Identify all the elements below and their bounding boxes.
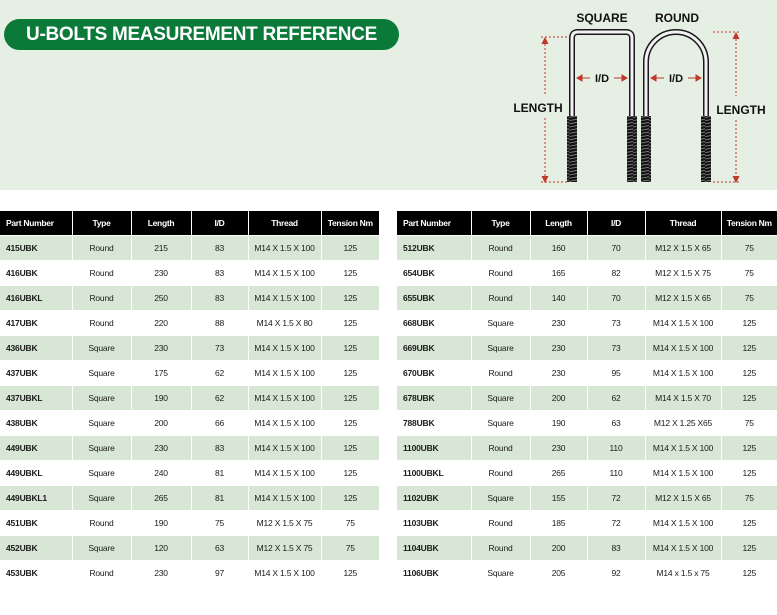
table-cell: 75 <box>721 236 777 261</box>
table-cell: 62 <box>587 386 645 411</box>
column-header: Part Number <box>397 211 471 236</box>
table-cell: 230 <box>530 311 587 336</box>
table-row <box>0 536 379 561</box>
table-row <box>397 536 777 561</box>
table-cell: 70 <box>587 286 645 311</box>
table-cell: 230 <box>131 561 191 586</box>
table-cell: 83 <box>191 436 248 461</box>
table-cell: M14 X 1.5 X 100 <box>248 461 321 486</box>
table-cell: 110 <box>587 461 645 486</box>
table-cell: Round <box>72 561 131 586</box>
column-header: I/D <box>587 211 645 236</box>
table-cell: Square <box>72 411 131 436</box>
round-length-label: LENGTH <box>716 103 766 117</box>
table-cell: Square <box>72 461 131 486</box>
table-cell: 125 <box>321 236 379 261</box>
part-number-cell: 437UBKL <box>0 386 72 411</box>
table-row <box>397 461 777 486</box>
table-cell: 92 <box>587 561 645 586</box>
part-number-cell: 449UBKL <box>0 461 72 486</box>
table-cell: 125 <box>721 336 777 361</box>
table-row <box>397 261 777 286</box>
square-label: SQUARE <box>576 11 628 25</box>
table-cell: 75 <box>191 511 248 536</box>
table-cell: Round <box>72 261 131 286</box>
table-row <box>0 386 379 411</box>
table-cell: Round <box>471 286 530 311</box>
part-number-cell: 438UBK <box>0 411 72 436</box>
table-cell: 230 <box>131 336 191 361</box>
column-header: Tension Nm <box>321 211 379 236</box>
table-cell: 83 <box>587 536 645 561</box>
table-cell: Round <box>471 461 530 486</box>
table-cell: M12 X 1.5 X 75 <box>248 536 321 561</box>
table-cell: 75 <box>721 286 777 311</box>
table-row <box>397 511 777 536</box>
square-u-bolt-icon <box>567 32 637 182</box>
table-cell: Square <box>72 536 131 561</box>
table-cell: M12 X 1.5 X 65 <box>645 236 721 261</box>
table-cell: M14 X 1.5 X 100 <box>248 361 321 386</box>
table-cell: 97 <box>191 561 248 586</box>
part-number-cell: 788UBK <box>397 411 471 436</box>
table-cell: 125 <box>321 311 379 336</box>
table-cell: Square <box>471 411 530 436</box>
table-cell: 125 <box>321 336 379 361</box>
table-row <box>0 436 379 461</box>
table-row <box>397 436 777 461</box>
table-cell: M14 X 1.5 X 100 <box>248 386 321 411</box>
part-number-cell: 451UBK <box>0 511 72 536</box>
part-number-cell: 678UBK <box>397 386 471 411</box>
table-cell: 125 <box>321 261 379 286</box>
table-cell: 63 <box>587 411 645 436</box>
table-cell: 240 <box>131 461 191 486</box>
table-cell: 83 <box>191 286 248 311</box>
column-header: Length <box>131 211 191 236</box>
column-header: Tension Nm <box>721 211 777 236</box>
table-row <box>0 411 379 436</box>
table-cell: 62 <box>191 361 248 386</box>
table-cell: 88 <box>191 311 248 336</box>
table-cell: Square <box>471 561 530 586</box>
table-cell: 75 <box>321 536 379 561</box>
column-header: Type <box>72 211 131 236</box>
table-cell: Square <box>72 436 131 461</box>
table-cell: Round <box>72 286 131 311</box>
column-header: I/D <box>191 211 248 236</box>
part-number-cell: 436UBK <box>0 336 72 361</box>
part-number-cell: 668UBK <box>397 311 471 336</box>
table-cell: M12 X 1.25 X65 <box>645 411 721 436</box>
table-cell: M14 X 1.5 X 100 <box>248 411 321 436</box>
table-cell: Square <box>72 336 131 361</box>
part-number-cell: 416UBKL <box>0 286 72 311</box>
part-number-cell: 1100UBK <box>397 436 471 461</box>
round-u-bolt-icon <box>641 32 711 182</box>
table-row <box>0 361 379 386</box>
table-cell: 250 <box>131 286 191 311</box>
table-cell: Round <box>471 436 530 461</box>
part-number-cell: 449UBKL1 <box>0 486 72 511</box>
table-row <box>0 286 379 311</box>
right-spec-table <box>397 211 777 585</box>
table-row <box>397 561 777 586</box>
table-cell: 82 <box>587 261 645 286</box>
square-length-label: LENGTH <box>513 101 563 115</box>
table-cell: 125 <box>321 436 379 461</box>
table-cell: M14 x 1.5 x 75 <box>645 561 721 586</box>
round-label: ROUND <box>655 11 699 25</box>
table-cell: M14 X 1.5 X 70 <box>645 386 721 411</box>
part-number-cell: 654UBK <box>397 261 471 286</box>
part-number-cell: 453UBK <box>0 561 72 586</box>
table-cell: 62 <box>191 386 248 411</box>
table-cell: 190 <box>131 386 191 411</box>
part-number-cell: 1106UBK <box>397 561 471 586</box>
square-id-label: I/D <box>594 73 610 85</box>
table-cell: 165 <box>530 261 587 286</box>
table-cell: M14 X 1.5 X 100 <box>645 511 721 536</box>
table-row <box>397 336 777 361</box>
table-cell: 120 <box>131 536 191 561</box>
table-cell: 125 <box>721 361 777 386</box>
table-cell: 230 <box>530 436 587 461</box>
table-cell: 75 <box>321 511 379 536</box>
part-number-cell: 437UBK <box>0 361 72 386</box>
part-number-cell: 449UBK <box>0 436 72 461</box>
page-title: U-BOLTS MEASUREMENT REFERENCE <box>4 19 399 50</box>
part-number-cell: 670UBK <box>397 361 471 386</box>
part-number-cell: 415UBK <box>0 236 72 261</box>
table-cell: M14 X 1.5 X 100 <box>645 311 721 336</box>
table-cell: 230 <box>131 436 191 461</box>
table-row <box>0 511 379 536</box>
part-number-cell: 1102UBK <box>397 486 471 511</box>
table-cell: 125 <box>721 561 777 586</box>
table-cell: 185 <box>530 511 587 536</box>
table-cell: Round <box>471 361 530 386</box>
table-cell: 200 <box>530 536 587 561</box>
table-cell: 125 <box>321 486 379 511</box>
table-cell: 83 <box>191 261 248 286</box>
table-cell: 73 <box>191 336 248 361</box>
table-cell: Square <box>471 386 530 411</box>
table-cell: M14 X 1.5 X 100 <box>248 261 321 286</box>
table-cell: M14 X 1.5 X 100 <box>248 236 321 261</box>
table-cell: 81 <box>191 461 248 486</box>
table-cell: 70 <box>587 236 645 261</box>
table-cell: Round <box>471 236 530 261</box>
table-cell: 205 <box>530 561 587 586</box>
table-row <box>397 236 777 261</box>
table-cell: M14 X 1.5 X 100 <box>248 436 321 461</box>
table-cell: 95 <box>587 361 645 386</box>
column-header: Thread <box>645 211 721 236</box>
table-cell: M14 X 1.5 X 100 <box>248 336 321 361</box>
table-cell: Square <box>471 336 530 361</box>
table-cell: 190 <box>530 411 587 436</box>
table-cell: 230 <box>530 336 587 361</box>
table-cell: 83 <box>191 236 248 261</box>
part-number-cell: 1104UBK <box>397 536 471 561</box>
table-cell: Square <box>72 386 131 411</box>
part-number-cell: 669UBK <box>397 336 471 361</box>
table-cell: M14 X 1.5 X 100 <box>645 361 721 386</box>
table-cell: Round <box>471 261 530 286</box>
table-cell: M14 X 1.5 X 100 <box>248 486 321 511</box>
table-cell: 265 <box>530 461 587 486</box>
column-header: Type <box>471 211 530 236</box>
table-cell: 125 <box>321 386 379 411</box>
table-cell: 215 <box>131 236 191 261</box>
part-number-cell: 512UBK <box>397 236 471 261</box>
table-row <box>0 561 379 586</box>
table-cell: 200 <box>530 386 587 411</box>
table-row <box>0 461 379 486</box>
table-cell: 175 <box>131 361 191 386</box>
column-header: Thread <box>248 211 321 236</box>
table-cell: 230 <box>131 261 191 286</box>
column-header: Part Number <box>0 211 72 236</box>
table-cell: 125 <box>321 461 379 486</box>
table-cell: 75 <box>721 261 777 286</box>
table-cell: M14 X 1.5 X 100 <box>645 336 721 361</box>
table-cell: Square <box>72 486 131 511</box>
left-spec-table <box>0 211 379 585</box>
table-cell: 81 <box>191 486 248 511</box>
table-row <box>0 486 379 511</box>
table-row <box>397 486 777 511</box>
table-cell: M14 X 1.5 X 100 <box>248 286 321 311</box>
table-cell: 125 <box>721 461 777 486</box>
table-cell: 75 <box>721 486 777 511</box>
table-cell: 125 <box>721 386 777 411</box>
table-cell: 160 <box>530 236 587 261</box>
table-cell: M14 X 1.5 X 100 <box>248 561 321 586</box>
u-bolt-diagram <box>505 6 777 190</box>
table-cell: M14 X 1.5 X 100 <box>645 461 721 486</box>
table-cell: 110 <box>587 436 645 461</box>
table-cell: 72 <box>587 486 645 511</box>
table-cell: 73 <box>587 336 645 361</box>
table-cell: Round <box>72 511 131 536</box>
table-cell: 63 <box>191 536 248 561</box>
table-cell: M12 X 1.5 X 65 <box>645 486 721 511</box>
table-cell: Round <box>471 511 530 536</box>
table-cell: 125 <box>321 411 379 436</box>
table-cell: 190 <box>131 511 191 536</box>
table-cell: Square <box>471 486 530 511</box>
part-number-cell: 1100UBKL <box>397 461 471 486</box>
table-cell: M12 X 1.5 X 75 <box>248 511 321 536</box>
part-number-cell: 1103UBK <box>397 511 471 536</box>
table-row <box>397 286 777 311</box>
table-cell: 125 <box>321 361 379 386</box>
table-cell: 230 <box>530 361 587 386</box>
table-cell: 73 <box>587 311 645 336</box>
table-row <box>0 236 379 261</box>
round-id-label: I/D <box>668 73 684 85</box>
table-cell: Square <box>72 361 131 386</box>
table-cell: Round <box>72 236 131 261</box>
part-number-cell: 416UBK <box>0 261 72 286</box>
table-cell: 125 <box>721 436 777 461</box>
table-cell: 125 <box>321 561 379 586</box>
table-cell: 125 <box>721 311 777 336</box>
table-cell: 125 <box>721 536 777 561</box>
table-row <box>397 411 777 436</box>
table-cell: Round <box>72 311 131 336</box>
table-cell: Round <box>471 536 530 561</box>
table-row <box>397 361 777 386</box>
table-cell: 125 <box>321 286 379 311</box>
table-cell: 66 <box>191 411 248 436</box>
table-cell: M12 X 1.5 X 75 <box>645 261 721 286</box>
table-cell: M12 X 1.5 X 65 <box>645 286 721 311</box>
part-number-cell: 655UBK <box>397 286 471 311</box>
table-cell: 75 <box>721 411 777 436</box>
part-number-cell: 417UBK <box>0 311 72 336</box>
table-cell: 265 <box>131 486 191 511</box>
part-number-cell: 452UBK <box>0 536 72 561</box>
table-cell: 200 <box>131 411 191 436</box>
table-cell: 220 <box>131 311 191 336</box>
table-row <box>0 336 379 361</box>
table-row <box>0 261 379 286</box>
table-cell: Square <box>471 311 530 336</box>
table-row <box>0 311 379 336</box>
table-cell: M14 X 1.5 X 100 <box>645 436 721 461</box>
table-cell: 125 <box>721 511 777 536</box>
table-row <box>397 311 777 336</box>
table-cell: 72 <box>587 511 645 536</box>
column-header: Length <box>530 211 587 236</box>
table-cell: M14 X 1.5 X 80 <box>248 311 321 336</box>
table-cell: M14 X 1.5 X 100 <box>645 536 721 561</box>
table-row <box>397 386 777 411</box>
table-cell: 140 <box>530 286 587 311</box>
table-cell: 155 <box>530 486 587 511</box>
